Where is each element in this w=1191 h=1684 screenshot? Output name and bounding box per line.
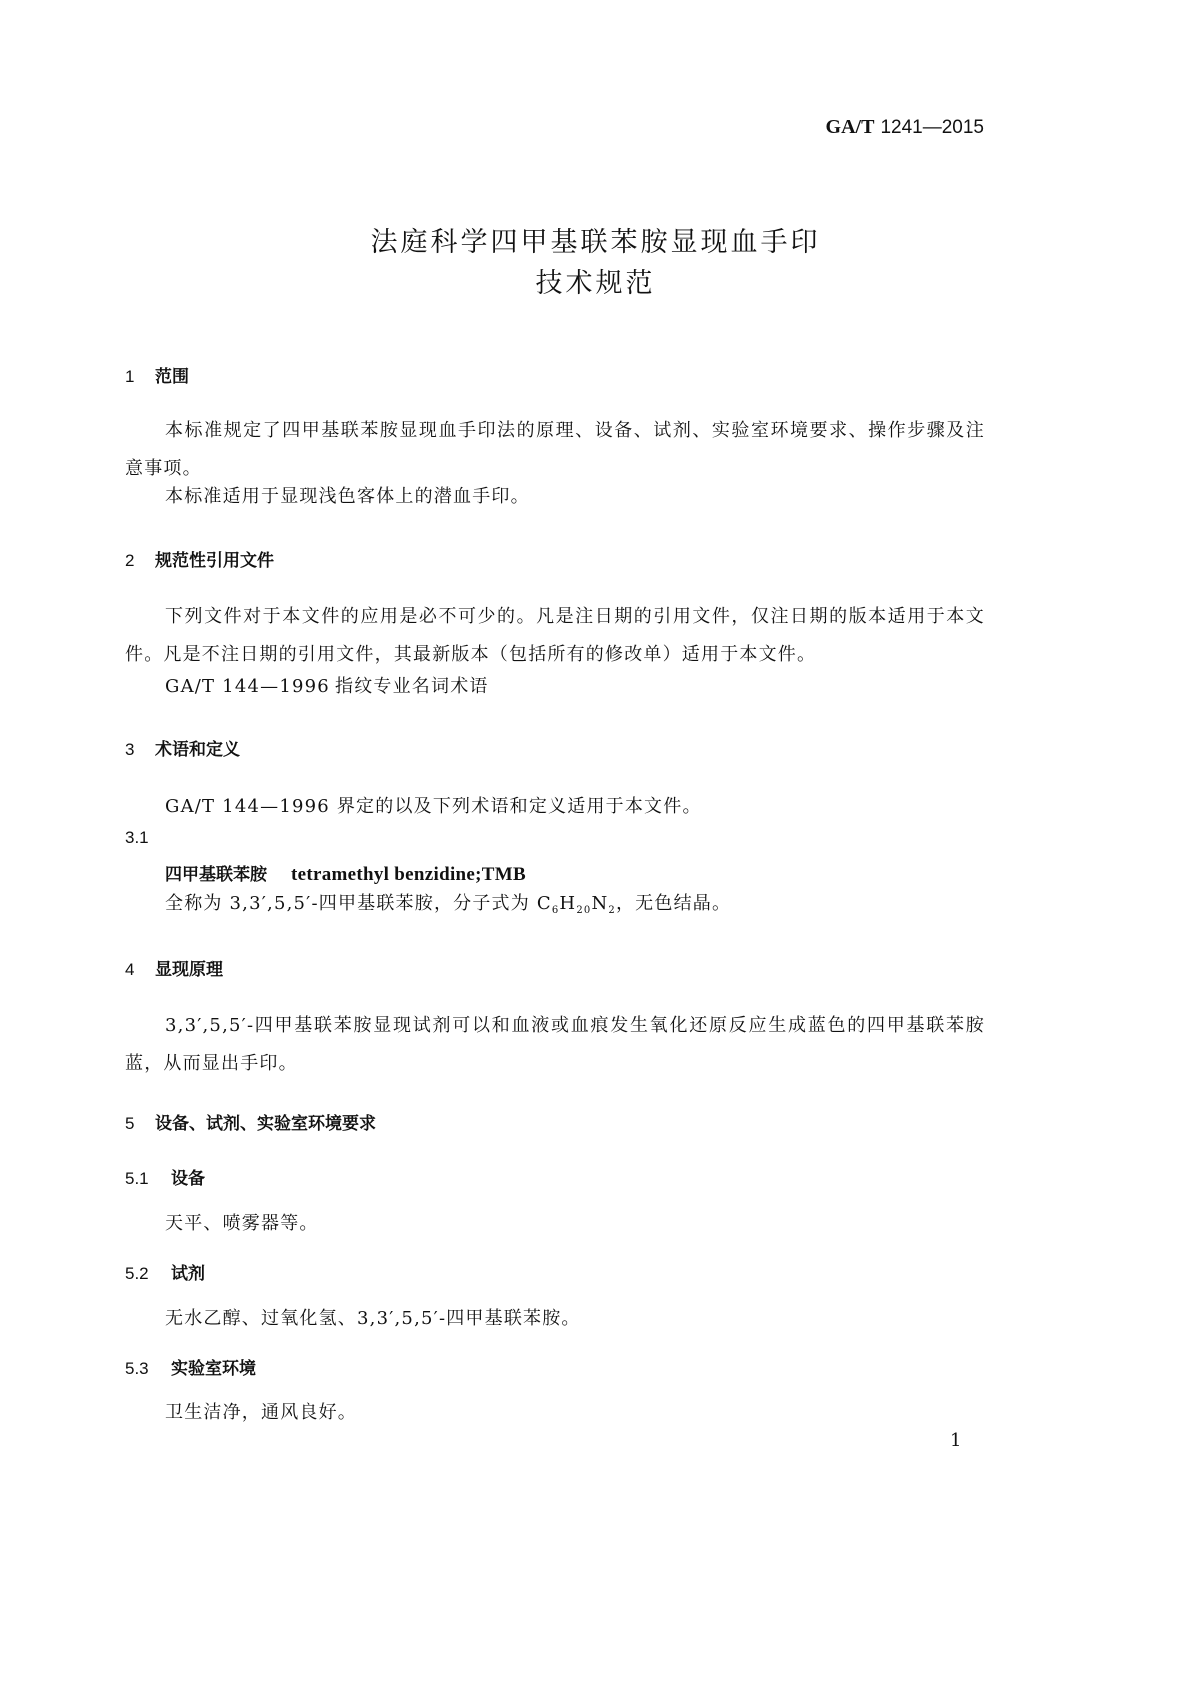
formula-carbon-count: 6 xyxy=(551,905,560,916)
section-title: 规范性引用文件 xyxy=(155,551,274,571)
section-2-heading xyxy=(125,546,274,571)
document-title-line1: 法庭科学四甲基联苯胺显现血手印 xyxy=(370,227,821,258)
section-title: 显现原理 xyxy=(155,960,223,980)
section-title: 试剂 xyxy=(171,1264,205,1284)
section-4-paragraph-1: 3,3′,5,5′-四甲基联苯胺显现试剂可以和血液或血痕发生氧化还原反应生成蓝色的四甲基联苯胺蓝，从而显出手印。 xyxy=(125,1015,985,1074)
term-english: tetramethyl benzidine;TMB xyxy=(291,864,526,885)
section-number: 2 xyxy=(125,551,135,570)
section-number: 4 xyxy=(125,960,135,979)
standard-prefix: GA/T xyxy=(825,116,875,138)
normative-reference xyxy=(165,672,489,698)
formula-nitrogen: N xyxy=(591,893,609,914)
section-number: 5.3 xyxy=(125,1359,149,1378)
section-title: 范围 xyxy=(155,367,189,387)
section-number: 1 xyxy=(125,367,135,386)
section-number: 3 xyxy=(125,740,135,759)
reference-code: GA/T 144—1996 xyxy=(165,676,330,697)
section-title: 设备 xyxy=(171,1169,205,1189)
formula-carbon: C xyxy=(536,893,552,914)
section-1-paragraph-1: 本标准规定了四甲基联苯胺显现血手印法的原理、设备、试剂、实验室环境要求、操作步骤及注意事项。 xyxy=(125,420,985,479)
section-number: 3.1 xyxy=(125,828,149,847)
subsection-5-3-heading xyxy=(125,1354,256,1379)
subsection-5-1-text: 天平、喷雾器等。 xyxy=(165,1213,319,1234)
formula-hydrogen: H xyxy=(559,893,577,914)
document-title-line2: 技术规范 xyxy=(535,268,656,299)
standard-number: 1241—2015 xyxy=(880,117,984,138)
subsection-5-2-text: 无水乙醇、过氧化氢、3,3′,5,5′-四甲基联苯胺。 xyxy=(165,1308,581,1329)
section-2-paragraph-1: 下列文件对于本文件的应用是必不可少的。凡是注日期的引用文件，仅注日期的版本适用于本文件。凡是不注日期的引用文件，其最新版本（包括所有的修改单）适用于本文件。 xyxy=(125,606,985,665)
section-title: 实验室环境 xyxy=(171,1359,256,1379)
subsection-5-3-text: 卫生洁净，通风良好。 xyxy=(165,1402,357,1423)
section-title: 术语和定义 xyxy=(155,740,240,760)
section-4-heading xyxy=(125,955,223,980)
subsection-5-2-heading xyxy=(125,1259,205,1284)
section-number: 5.1 xyxy=(125,1169,149,1188)
definition-prefix: 全称为 3,3′,5,5′-四甲基联苯胺，分子式为 xyxy=(165,893,537,914)
section-3-heading xyxy=(125,735,240,760)
term-definition xyxy=(165,889,731,916)
subsection-5-1-heading xyxy=(125,1164,205,1189)
definition-suffix: ，无色结晶。 xyxy=(615,893,732,914)
subsection-3-1-number xyxy=(125,828,149,848)
page-number: 1 xyxy=(950,1430,962,1451)
section-1-heading xyxy=(125,362,189,387)
section-1-paragraph-2: 本标准适用于显现浅色客体上的潜血手印。 xyxy=(165,486,530,507)
section-3-paragraph-1: GA/T 144—1996 界定的以及下列术语和定义适用于本文件。 xyxy=(165,796,702,817)
standard-code xyxy=(826,116,984,139)
formula-nitrogen-count: 2 xyxy=(608,905,616,916)
section-number: 5.2 xyxy=(125,1264,149,1283)
formula-hydrogen-count: 20 xyxy=(576,905,592,916)
reference-title: 指纹专业名词术语 xyxy=(335,676,489,697)
section-title: 设备、试剂、实验室环境要求 xyxy=(155,1114,376,1134)
term-chinese: 四甲基联苯胺 xyxy=(165,865,267,885)
term-entry xyxy=(165,860,526,886)
section-number: 5 xyxy=(125,1114,135,1133)
section-5-heading xyxy=(125,1109,376,1134)
